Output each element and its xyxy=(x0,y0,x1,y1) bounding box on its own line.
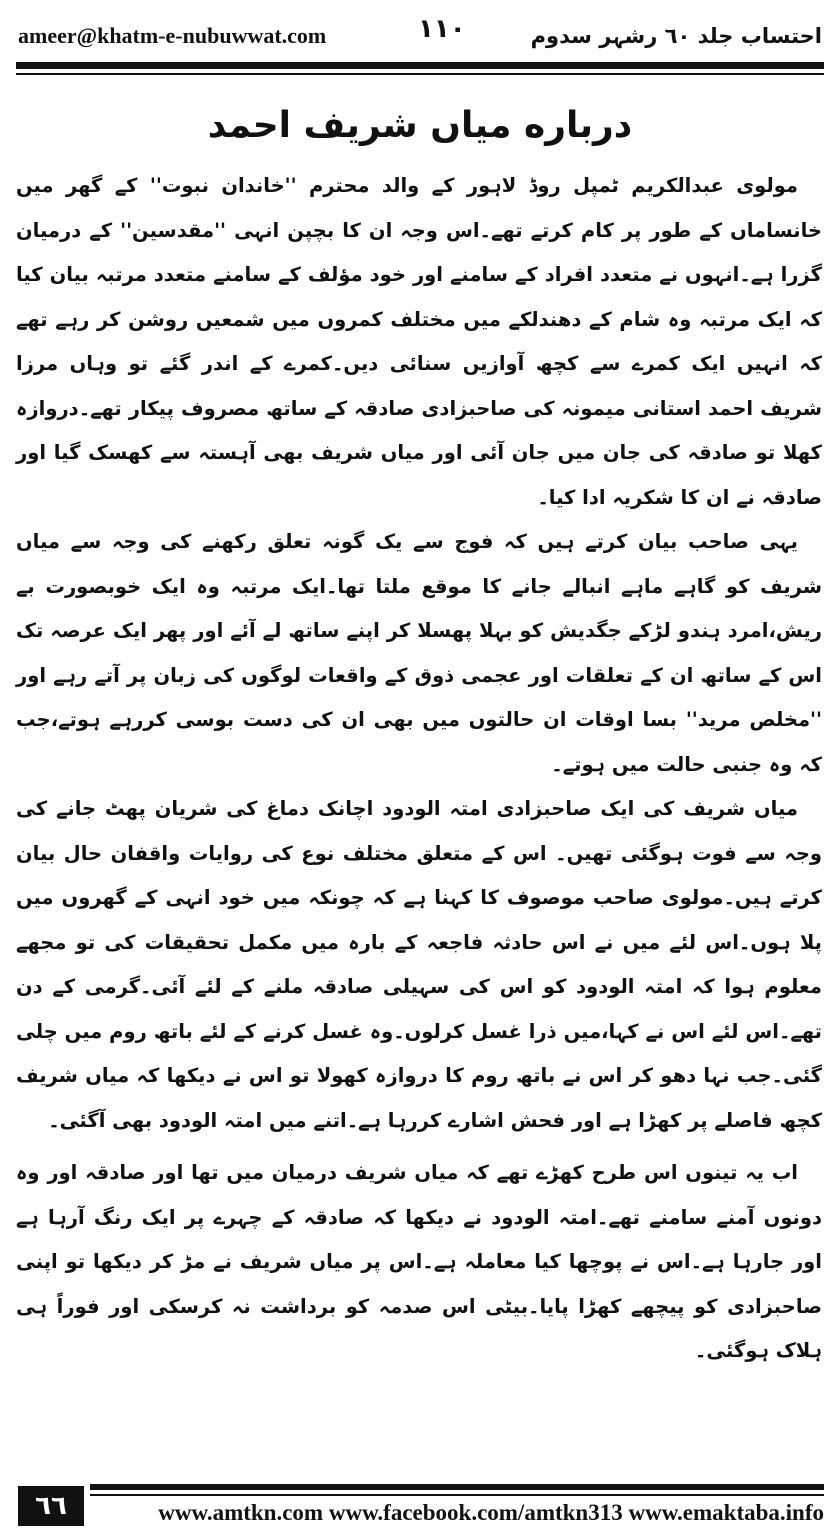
header-rule-thin xyxy=(16,73,824,75)
paragraph-4: اب یہ تینوں اس طرح کھڑے تھے کہ میاں شریف درمیان میں تھا اور صادقہ اور وہ دونوں آمنے سامنے تھے۔امتہ الودود نے دیکھا کہ صادقہ کے چہرے پر ایک رنگ آرہا ہے اور جارہا ہے۔اس نے پوچھا کیا معاملہ ہے۔اس پر میاں شریف نے مڑ کر دیکھا تو اپنی صاحبزادی کو پیچھے کھڑا پایا۔بیٹی اس صدمہ کو برداشت نہ کرسکی اور فوراً ہی ہلاک ہوگئی۔ xyxy=(16,1161,822,1362)
footer-rule-thin xyxy=(90,1494,824,1496)
article-body xyxy=(16,164,822,1374)
header-rule-thick xyxy=(16,62,824,69)
paragraph-1: مولوی عبدالکریم ٹمپل روڈ لاہور کے والد محترم ''خاندان نبوت'' کے گھر میں خانساماں کے طور پر کام کرتے تھے۔اس وجہ ان کا بچپن انہی ''مقدسین'' کے درمیان گزرا ہے۔انہوں نے متعدد افراد کے سامنے اور خود مؤلف کے سامنے متعدد مرتبہ بیان کیا کہ ایک مرتبہ وہ شام کے دھندلکے میں مختلف کمروں میں شمعیں روشن کر رہے تھے کہ انہیں ایک کمرے سے کچھ آوازیں سنائی دیں۔کمرے کے اندر گئے تو وہاں مرزا شریف احمد استانی میمونہ کی صاحبزادی صادقہ کے ساتھ مصروف پیکار تھے۔دروازہ کھلا تو صادقہ کی جان میں جان آئی اور میاں شریف بھی آہستہ سے کھسک گیا اور صادقہ نے ان کا شکریہ ادا کیا۔ xyxy=(16,174,822,509)
section-title: درباره میاں شریف احمد xyxy=(207,105,633,146)
paragraph-3: میاں شریف کی ایک صاحبزادی امتہ الودود اچانک دماغ کی شریان پھٹ جانے کی وجہ سے فوت ہوگئی تھیں۔ اس کے متعلق مختلف نوع کی روایات واقفان حال بیان کرتے ہیں۔مولوی صاحب موصوف کا کہنا ہے کہ چونکہ میں خود انہی کے گھروں میں پلا ہوں۔اس لئے میں نے اس حادثہ فاجعہ کے بارہ میں مکمل تحقیقات کی تو مجھے معلوم ہوا کہ امتہ الودود کو اس کی سہیلی صادقہ ملنے کے لئے آئی۔گرمی کے دن تھے۔اس لئے اس نے کہا،میں ذرا غسل کرلوں۔وہ غسل کرنے کے لئے باتھ روم میں چلی گئی۔جب نہا دھو کر اس نے باتھ روم کا دروازہ کھولا تو اس نے دیکھا کہ میاں شریف کچھ فاصلے پر کھڑا ہے اور فحش اشارے کررہا ہے۔اتنے میں امتہ الودود بھی آگئی۔ xyxy=(16,797,822,1132)
header-page-number: ۱۱۰ xyxy=(418,14,466,44)
footer-rule-thick xyxy=(90,1484,824,1490)
page-header xyxy=(18,14,822,58)
header-email: ameer@khatm-e-nubuwwat.com xyxy=(18,23,327,48)
footer-links: www.amtkn.com www.facebook.com/amtkn313 www.emaktaba.info xyxy=(158,1500,824,1525)
header-book-title: احتساب جلد ٦٠ رشہر سدوم xyxy=(530,24,822,48)
footer-page-number: ٦٦ xyxy=(18,1486,84,1526)
paragraph-2: یہی صاحب بیان کرتے ہیں کہ فوج سے یک گونہ تعلق رکھنے کی وجہ سے میاں شریف کو گاہے ماہے انبالے جانے کا موقع ملتا تھا۔ایک مرتبہ وہ ایک خوبصورت بے ریش،امرد ہندو لڑکے جگدیش کو بہلا پھسلا کر اپنے ساتھ لے آئے اور پھر ایک عرصہ تک اس کے ساتھ ان کے تعلقات اور عجمی ذوق کے واقعات لوگوں کی زبان پر آتے رہے اور ''مخلص مرید'' بسا اوقات ان حالتوں میں بھی ان کی دست بوسی کررہے ہوتے،جب کہ وہ جنبی حالت میں ہوتے۔ xyxy=(16,530,822,776)
